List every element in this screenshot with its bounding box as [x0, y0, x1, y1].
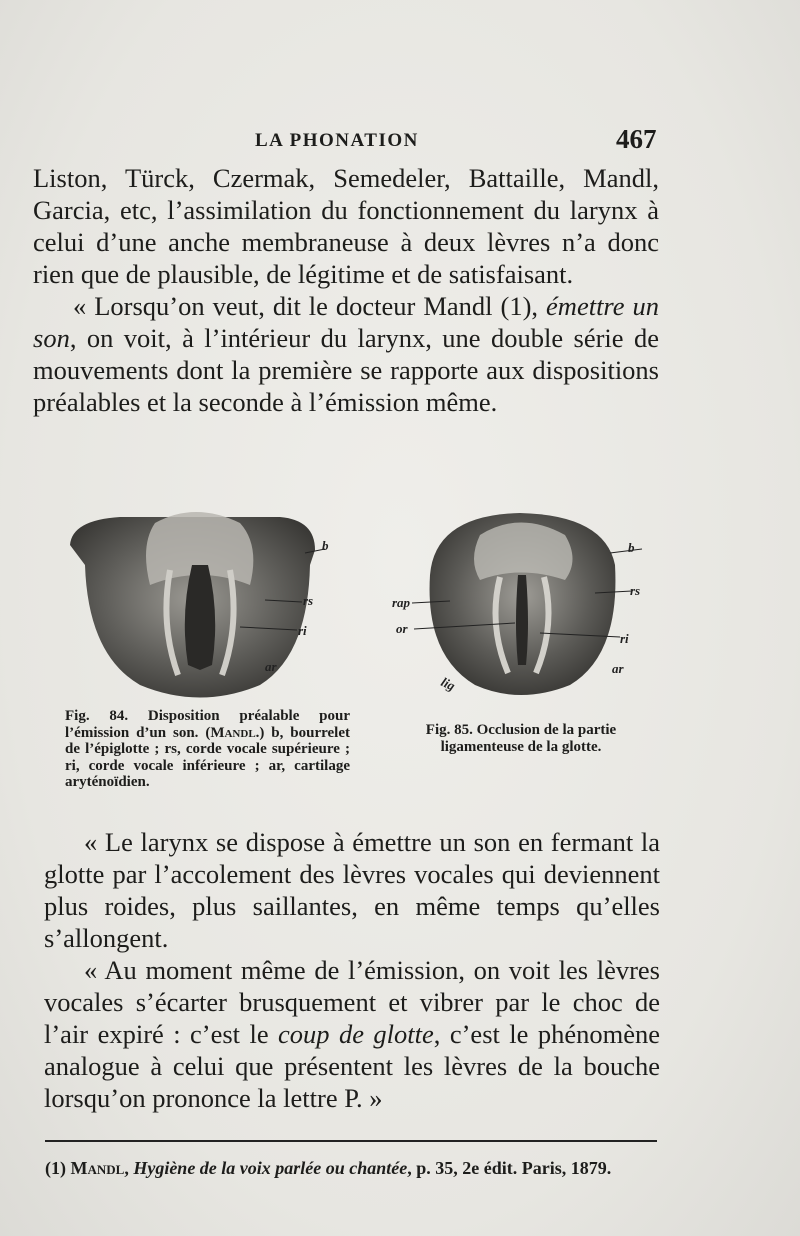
- label-b: b: [628, 540, 635, 555]
- label-ri: ri: [298, 623, 307, 638]
- figures-row: [40, 505, 660, 815]
- paragraph: [33, 290, 659, 418]
- larynx-engraving-open: [60, 505, 340, 705]
- paragraph-text: , on voit, à l’intérieur du larynx, une double série de mouvements dont la première se rapporte aux dispositions préalables et la seconde à l’émission même.: [33, 323, 659, 417]
- text-block-bottom: [44, 826, 660, 1114]
- paragraph-text: « Au moment même de l’émission, on voit les lèvres vocales s’écarter brusquement et vibrer par le choc de l’air expiré : c’est le: [44, 955, 660, 1049]
- footnote-marker: (1): [45, 1158, 66, 1178]
- footnote-divider: [45, 1140, 657, 1142]
- text-block-top: [33, 162, 659, 418]
- footnote: (1) Mandl, Hygiène de la voix parlée ou chantée, p. 35, 2e édit. Paris, 1879.: [45, 1158, 612, 1178]
- running-title: LA PHONATION: [255, 130, 419, 151]
- footnote-text: , p. 35, 2e édit. Paris, 1879.: [407, 1158, 612, 1178]
- paragraph-text: « Lorsqu’on veut, dit le docteur Mandl (1),: [73, 291, 547, 321]
- label-or: or: [396, 621, 408, 636]
- label-rs: rs: [630, 583, 641, 598]
- caption-text: Fig. 84. Disposition préalable pour l’émission d’un son. (: [65, 708, 350, 741]
- caption-author: Mandl: [210, 724, 256, 741]
- label-ri: ri: [620, 631, 629, 646]
- label-ar: ar: [612, 661, 624, 676]
- label-rs: rs: [303, 593, 314, 608]
- footnote-author: Mandl: [70, 1158, 125, 1178]
- larynx-engraving-closed: [380, 505, 660, 705]
- figure-85-caption: Fig. 85. Occlusion de la partie ligamenteuse de la glotte.: [425, 722, 617, 755]
- emphasis-text: coup de glotte: [278, 1019, 434, 1049]
- paragraph: [44, 954, 660, 1114]
- page-number: 467: [616, 124, 657, 154]
- figure-84-larynx-illustration: [60, 505, 340, 705]
- label-b: b: [322, 538, 329, 553]
- paragraph: « Le larynx se dispose à émettre un son en fermant la glotte par l’accolement des lèvres vocales qui deviennent plus roides, plus saillantes, en même temps qu’elles s’allongent.: [44, 827, 660, 953]
- label-ar: ar: [265, 659, 277, 674]
- footnote-title: Hygiène de la voix parlée ou chantée: [133, 1158, 408, 1178]
- label-lig: lig: [438, 674, 458, 694]
- figure-84-caption: [65, 708, 350, 791]
- glottis-slit: [516, 575, 528, 665]
- caption-text: .) b, bourrelet de l’épiglotte ; rs, corde vocale supérieure ; ri, corde vocale inférieure ; ar, cartilage aryténoïdien.: [65, 724, 351, 790]
- label-rap: rap: [392, 595, 411, 610]
- emphasis-text: émettre un son: [33, 291, 660, 353]
- paragraph-text: , c’est le phénomène analogue à celui que présentent les lèvres de la bouche lorsqu’on prononce la lettre P. »: [44, 1019, 661, 1113]
- paragraph: Liston, Türck, Czermak, Semedeler, Battaille, Mandl, Garcia, etc, l’assimilation du fonctionnement du larynx à celui d’une anche membraneuse à deux lèvres n’a donc rien que de plausible, de légitime et de satisfaisant.: [33, 163, 659, 289]
- glottis-slit: [185, 565, 215, 670]
- running-head: [0, 126, 800, 160]
- figure-85-larynx-illustration: [380, 505, 660, 705]
